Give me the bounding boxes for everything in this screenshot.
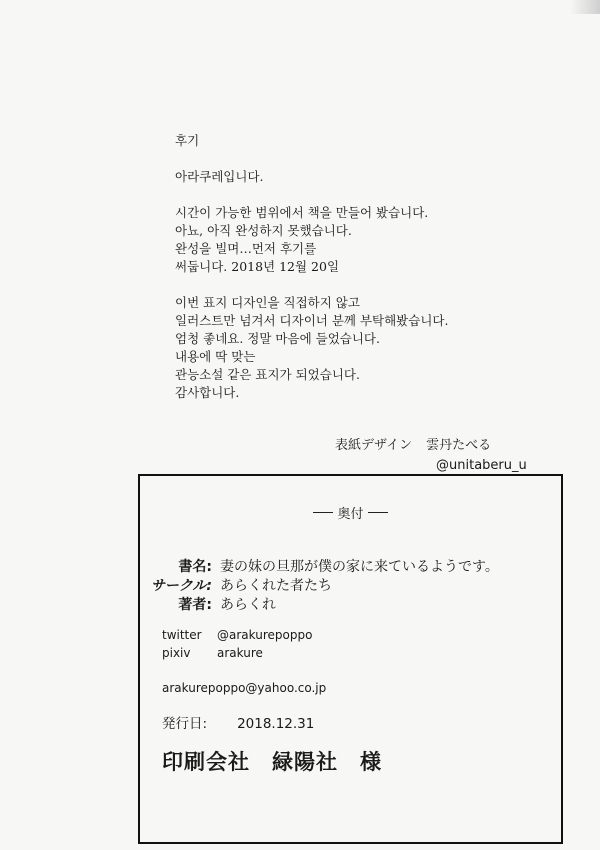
printer-label: 印刷会社 bbox=[162, 750, 250, 774]
colophon-title bbox=[140, 503, 561, 522]
credit-role: 表紙デザイン bbox=[335, 438, 413, 453]
twitter-row bbox=[162, 628, 312, 642]
book-title-value: 妻の妹の旦那が僕の家に来ているようです。 bbox=[220, 559, 499, 575]
author-label: 著者: bbox=[178, 597, 212, 613]
cover-design-credit bbox=[335, 436, 535, 476]
pixiv-id: arakure bbox=[217, 646, 263, 660]
pixiv-label: pixiv bbox=[162, 646, 191, 660]
afterword-line: 내용에 딱 맞는 bbox=[175, 349, 256, 364]
afterword-line: 시간이 가능한 범위에서 책을 만들어 봤습니다. bbox=[175, 205, 429, 220]
afterword-line: 관능소설 같은 표지가 되었습니다. bbox=[175, 367, 360, 382]
title-rule-left bbox=[313, 512, 333, 513]
book-title-label: 書名: bbox=[178, 559, 212, 575]
circle-label: サークル: bbox=[150, 578, 212, 594]
afterword-line: 이번 표지 디자인을 직접하지 않고 bbox=[175, 295, 360, 310]
afterword-title: 후기 bbox=[175, 133, 200, 148]
author-row bbox=[140, 594, 276, 614]
afterword-section bbox=[175, 132, 505, 402]
twitter-handle: @arakurepoppo bbox=[217, 628, 313, 642]
credit-name: 雲丹たべる bbox=[426, 438, 492, 453]
afterword-greeting: 아라쿠레입니다. bbox=[175, 169, 264, 184]
email-address: arakurepoppo@yahoo.co.jp bbox=[162, 681, 327, 695]
printer-name: 緑陽社 bbox=[272, 750, 338, 774]
afterword-line: 감사합니다. bbox=[175, 385, 240, 400]
pixiv-row bbox=[162, 646, 263, 660]
publication-date-row bbox=[162, 712, 314, 732]
afterword-line: 완성을 빌며…먼저 후기를 bbox=[175, 241, 317, 256]
printer-row bbox=[162, 746, 404, 776]
afterword-line: 일러스트만 넘겨서 디자이너 분께 부탁해봤습니다. bbox=[175, 313, 449, 328]
twitter-label: twitter bbox=[162, 628, 202, 642]
page-corner-shadow bbox=[570, 0, 600, 14]
credit-handle: @unitaberu_u bbox=[436, 458, 527, 473]
publication-date-label: 発行日: bbox=[162, 716, 208, 732]
circle-value: あらくれた者たち bbox=[220, 578, 332, 594]
afterword-line: 써둡니다. 2018년 12월 20일 bbox=[175, 259, 340, 274]
colophon-title-text: 奥付 bbox=[337, 507, 364, 522]
title-rule-right bbox=[368, 512, 388, 513]
circle-row bbox=[140, 575, 332, 595]
author-value: あらくれ bbox=[220, 597, 276, 613]
printer-honorific: 様 bbox=[360, 750, 382, 774]
publication-date-value: 2018.12.31 bbox=[237, 716, 315, 732]
afterword-line: 엄청 좋네요. 정말 마음에 들었습니다. bbox=[175, 331, 380, 346]
afterword-line: 아뇨, 아직 완성하지 못했습니다. bbox=[175, 223, 352, 238]
colophon-box bbox=[138, 474, 563, 844]
book-title-row bbox=[140, 556, 499, 576]
